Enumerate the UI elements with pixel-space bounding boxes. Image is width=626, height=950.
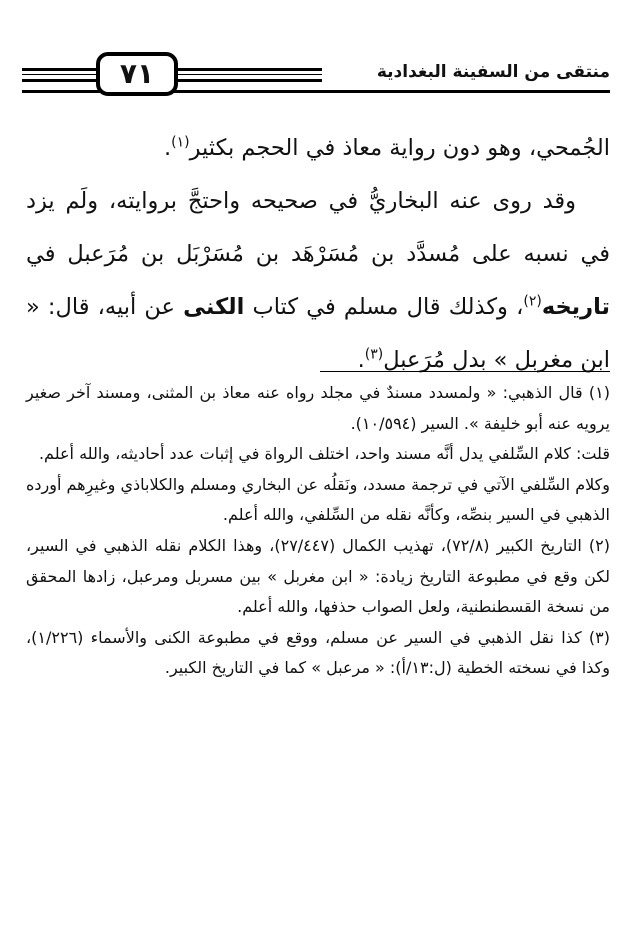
footnote-2: [26, 531, 610, 623]
footnote-ref-1: (١): [171, 134, 190, 151]
footnote-1-comment: قلت: كلام السِّلفي يدل أنَّه مسند واحد، اختلف الرواة في إثبات عدد أحاديثه، والله أعلم.: [38, 444, 610, 464]
footnote-3-text: كذا نقل الذهبي في السير عن مسلم، ووقع في مطبوعة الكنى والأسماء (١/٢٢٦)، وكذا في نسخته الخطية (ل:١٣/أ): « مرعبل » كما في التاريخ الكبير.: [26, 627, 610, 678]
footnote-2-number: (٢): [588, 535, 610, 555]
paragraph-2-text-a: وقد روى عنه البخاريُّ في صحيحه واحتجَّ بروايته، ولَم يزد في نسبه على مُسدَّد بن مُسَرْهَد بن مُسَرْبَل بن مُرَعبل في: [26, 188, 610, 267]
running-title: منتقى من السفينة البغدادية: [376, 62, 610, 82]
page-number: ٧١: [96, 52, 178, 96]
footnote-ref-2: (٢): [523, 293, 542, 310]
paragraph-1: [26, 122, 610, 175]
bold-term-kuna: الكنى: [183, 294, 245, 320]
footnote-1-number: (١): [588, 383, 610, 402]
footnote-1-text: قال الذهبي: « ولمسدد مسندٌ في مجلد رواه عنه معاذ بن المثنى، ومسند آخر صغير يرويه عنه أبو خليفة ». السير (١٠/٥٩٤).: [26, 383, 610, 433]
paragraph-2-text-b: ، وكذلك قال مسلم في كتاب: [244, 294, 524, 320]
bold-term-tarikh: تاريخه: [541, 294, 610, 320]
footnote-separator: [320, 371, 610, 372]
main-text: [26, 122, 610, 387]
footnote-3: [26, 623, 610, 684]
footnote-1: [26, 378, 610, 439]
page-header: [22, 50, 610, 102]
paragraph-2: [26, 175, 610, 387]
footnote-3-number: (٣): [588, 627, 610, 647]
footnote-1-comment-2: وكلام السِّلفي الآتي في ترجمة مسدد، ونَقلُه عن البخاري ومسلم والكلاباذي وغيرِهم أورده الذهبي في السير بنصِّه، وكأنَّه نقله من السِّلفي، والله أعلم.: [26, 474, 610, 525]
paragraph-1-text: الجُمحي، وهو دون رواية معاذ في الحجم بكثير: [189, 135, 610, 161]
paragraph-1-end: .: [163, 135, 172, 161]
footnote-2-text: التاريخ الكبير (٧٢/٨)، تهذيب الكمال (٢٧/٤٤٧)، وهذا الكلام نقله الذهبي في السير، لكن وقع في مطبوعة التاريخ زيادة: « ابن مغربل » بين مسربل ومرعبل، زادها المحقق من نسخة القسطنطنية، ولعل الصواب حذفها، والله أعلم.: [26, 535, 610, 617]
paragraph-2-text-c: عن أبيه، قال: « ابن مغربل » بدل مُرَعبل: [26, 294, 610, 373]
footnotes: [26, 378, 610, 684]
footnote-ref-3: (٣): [364, 346, 384, 363]
paragraph-2-end: .: [357, 347, 365, 373]
